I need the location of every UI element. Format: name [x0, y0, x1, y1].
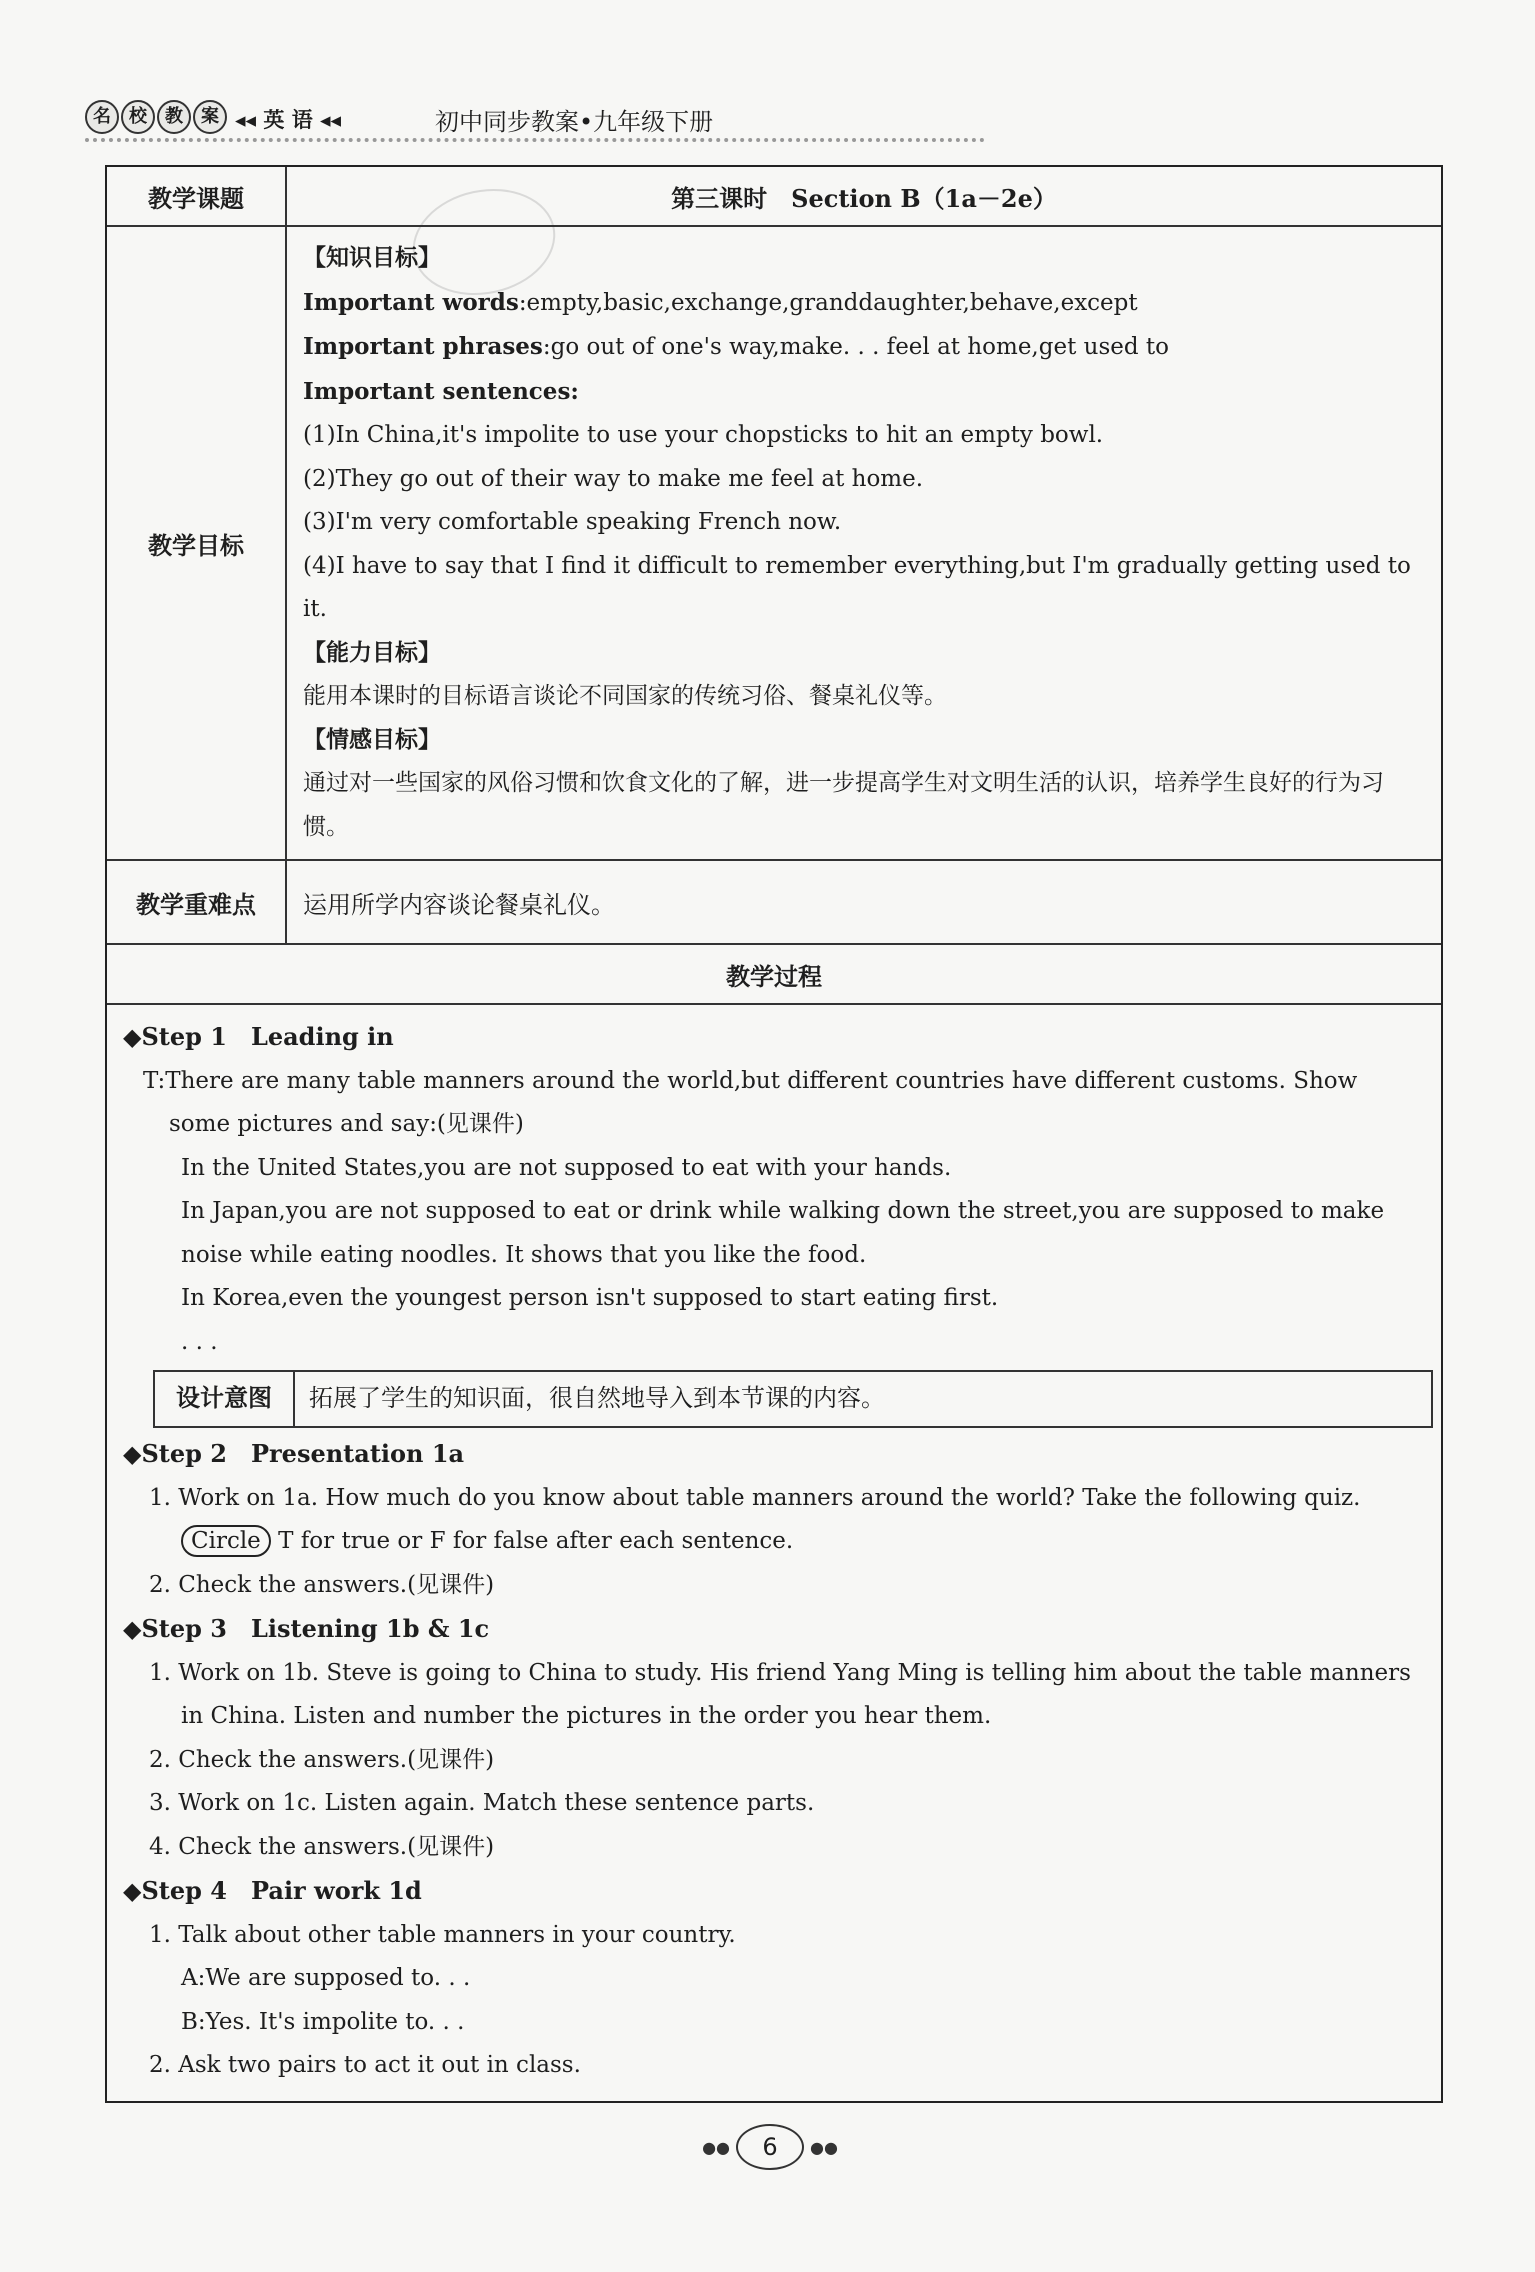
goals-label: 教学目标: [107, 226, 286, 860]
series-logo: [85, 100, 229, 134]
step-4-heading: [123, 1869, 1425, 1914]
header-divider: [85, 138, 985, 142]
topic-value: 第三课时 Section B（1a－2e）: [286, 167, 1441, 226]
step-title: Step 1 Leading in: [141, 1022, 394, 1051]
sentence-item: (1)In China,it's impolite to use your chopsticks to hit an empty bowl.: [303, 422, 1104, 448]
process-body: [107, 1005, 1441, 2088]
step-item: 2. Check the answers.(见课件): [149, 1746, 495, 1773]
dialog-line: B:Yes. It's impolite to. . .: [181, 2008, 465, 2035]
topic-label: 教学课题: [107, 167, 286, 226]
design-label: 设计意图: [155, 1372, 295, 1426]
important-phrases: [303, 325, 1427, 370]
logo-char: 校: [121, 100, 155, 134]
page-number-value: 6: [736, 2124, 804, 2170]
circle-word: Circle: [181, 1525, 271, 1557]
step-title: Step 3 Listening 1b & 1c: [141, 1614, 490, 1643]
diamond-bullet-icon: ◆: [123, 1440, 142, 1468]
words-value: :empty,basic,exchange,granddaughter,behave,except: [518, 289, 1138, 316]
sentence-item: (3)I'm very comfortable speaking French now.: [303, 509, 842, 535]
sentence-item: (2)They go out of their way to make me feel at home.: [303, 465, 924, 492]
step-title: Step 2 Presentation 1a: [141, 1439, 465, 1468]
important-sentences-heading: [303, 370, 1427, 415]
step-1-heading: [123, 1015, 1425, 1060]
teacher-line: T:There are many table manners around the world,but different countries have different customs. Show some pictures and say:(见课件): [143, 1067, 1358, 1137]
dots-decoration-icon: ●●: [702, 2137, 730, 2157]
important-words: [303, 281, 1427, 326]
design-intent-box: [153, 1370, 1433, 1428]
example-line: In the United States,you are not supposed to eat with your hands.: [181, 1154, 952, 1181]
sentences-label: Important sentences: [303, 377, 571, 405]
phrases-label: Important phrases: [303, 333, 543, 360]
step-item: 3. Work on 1c. Listen again. Match these sentence parts.: [149, 1790, 815, 1816]
page-header: [85, 100, 1445, 140]
step-item: 1. Work on 1b. Steve is going to China to study. His friend Yang Ming is telling him about the table manners in China. Listen and number the pictures in the order you hear them.: [149, 1659, 1411, 1729]
sentences-colon: :: [570, 377, 579, 405]
design-text: 拓展了学生的知识面，很自然地导入到本节课的内容。: [309, 1384, 885, 1413]
knowledge-heading: 【知识目标】: [303, 245, 441, 271]
emotion-heading: 【情感目标】: [303, 726, 441, 753]
lesson-plan-frame: [105, 165, 1443, 2103]
lesson-info-table: [107, 167, 1441, 1005]
step-3-heading: [123, 1607, 1425, 1652]
keypoint-value: 运用所学内容谈论餐桌礼仪。: [286, 860, 1441, 944]
subject-label: ◂◂ 英 语 ◂◂: [235, 108, 342, 132]
process-title: 教学过程: [107, 944, 1441, 1004]
step-item: 2. Ask two pairs to act it out in class.: [149, 2052, 581, 2078]
item-text: 1. Work on 1a. How much do you know about table manners around the world? Take the following quiz.: [149, 1484, 1361, 1511]
example-line: In Korea,even the youngest person isn't supposed to start eating first.: [181, 1285, 999, 1311]
sentence-item: (4)I have to say that I find it difficult to remember everything,but I'm gradually getting used to it.: [303, 552, 1411, 622]
step-item: [123, 1477, 1425, 1564]
diamond-bullet-icon: ◆: [123, 1877, 142, 1905]
ellipsis-line: . . .: [181, 1328, 218, 1355]
logo-char: 案: [193, 100, 227, 134]
ability-text: 能用本课时的目标语言谈论不同国家的传统习俗、餐桌礼仪等。: [303, 683, 947, 709]
keypoint-label: 教学重难点: [107, 860, 286, 944]
logo-char: 名: [85, 100, 119, 134]
goals-cell: [286, 226, 1441, 860]
dialog-line: A:We are supposed to. . .: [181, 1965, 471, 1991]
series-title: 初中同步教案•九年级下册: [435, 108, 714, 136]
step-item: 2. Check the answers.(见课件): [149, 1571, 495, 1598]
diamond-bullet-icon: ◆: [123, 1615, 142, 1643]
words-label: Important words: [303, 288, 519, 316]
step-title: Step 4 Pair work 1d: [141, 1876, 422, 1905]
step-item: 4. Check the answers.(见课件): [149, 1833, 495, 1860]
diamond-bullet-icon: ◆: [123, 1023, 142, 1051]
example-line: In Japan,you are not supposed to eat or drink while walking down the street,you are supposed to make noise while eating noodles. It shows that you like the food.: [181, 1198, 1385, 1268]
step-2-heading: [123, 1432, 1425, 1477]
dots-decoration-icon: ●●: [810, 2137, 838, 2157]
phrases-value: :go out of one's way,make. . . feel at home,get used to: [542, 334, 1169, 360]
ability-heading: 【能力目标】: [303, 639, 441, 666]
page-number: [700, 2122, 840, 2172]
emotion-text: 通过对一些国家的风俗习惯和饮食文化的了解，进一步提高学生对文明生活的认识，培养学生良好的行为习惯。: [303, 770, 1384, 840]
item-text: T for true or F for false after each sentence.: [270, 1528, 794, 1554]
logo-char: 教: [157, 100, 191, 134]
step-item: 1. Talk about other table manners in your country.: [149, 1921, 736, 1948]
